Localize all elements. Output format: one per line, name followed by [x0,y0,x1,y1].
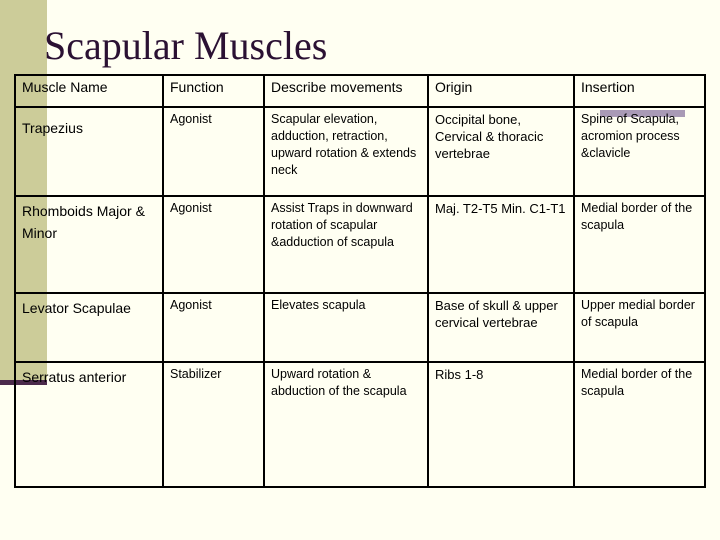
function-cell: Agonist [163,196,264,293]
header-insertion: Insertion [574,75,705,107]
table-row [15,293,705,362]
function-cell: Agonist [163,293,264,362]
function-cell: Stabilizer [163,362,264,487]
header-describe-movements: Describe movements [264,75,428,107]
muscle-name-cell: Rhomboids Major & Minor [15,196,163,293]
movements-cell: Elevates scapula [264,293,428,362]
page-title: Scapular Muscles [44,23,328,68]
function-cell: Agonist [163,107,264,196]
muscle-name-cell: Serratus anterior [15,362,163,487]
table-row [15,107,705,196]
origin-cell: Ribs 1-8 [428,362,574,487]
table-row [15,362,705,487]
header-muscle-name: Muscle Name [15,75,163,107]
muscle-name-cell: Levator Scapulae [15,293,163,362]
origin-cell: Base of skull & upper cervical vertebrae [428,293,574,362]
muscle-name-cell: Trapezius [15,107,163,196]
movements-cell: Assist Traps in downward rotation of scapular &adduction of scapula [264,196,428,293]
insertion-cell: Medial border of the scapula [574,362,705,487]
movements-cell: Scapular elevation, adduction, retraction, upward rotation & extends neck [264,107,428,196]
insertion-cell: Upper medial border of scapula [574,293,705,362]
movements-cell: Upward rotation & abduction of the scapula [264,362,428,487]
insertion-cell: Spine of Scapula, acromion process &clavicle [574,107,705,196]
table-header-row [15,75,705,107]
origin-cell: Maj. T2-T5 Min. C1-T1 [428,196,574,293]
header-origin: Origin [428,75,574,107]
header-function: Function [163,75,264,107]
origin-cell: Occipital bone, Cervical & thoracic vertebrae [428,107,574,196]
table-row [15,196,705,293]
scapular-muscles-table [14,74,706,488]
insertion-cell: Medial border of the scapula [574,196,705,293]
